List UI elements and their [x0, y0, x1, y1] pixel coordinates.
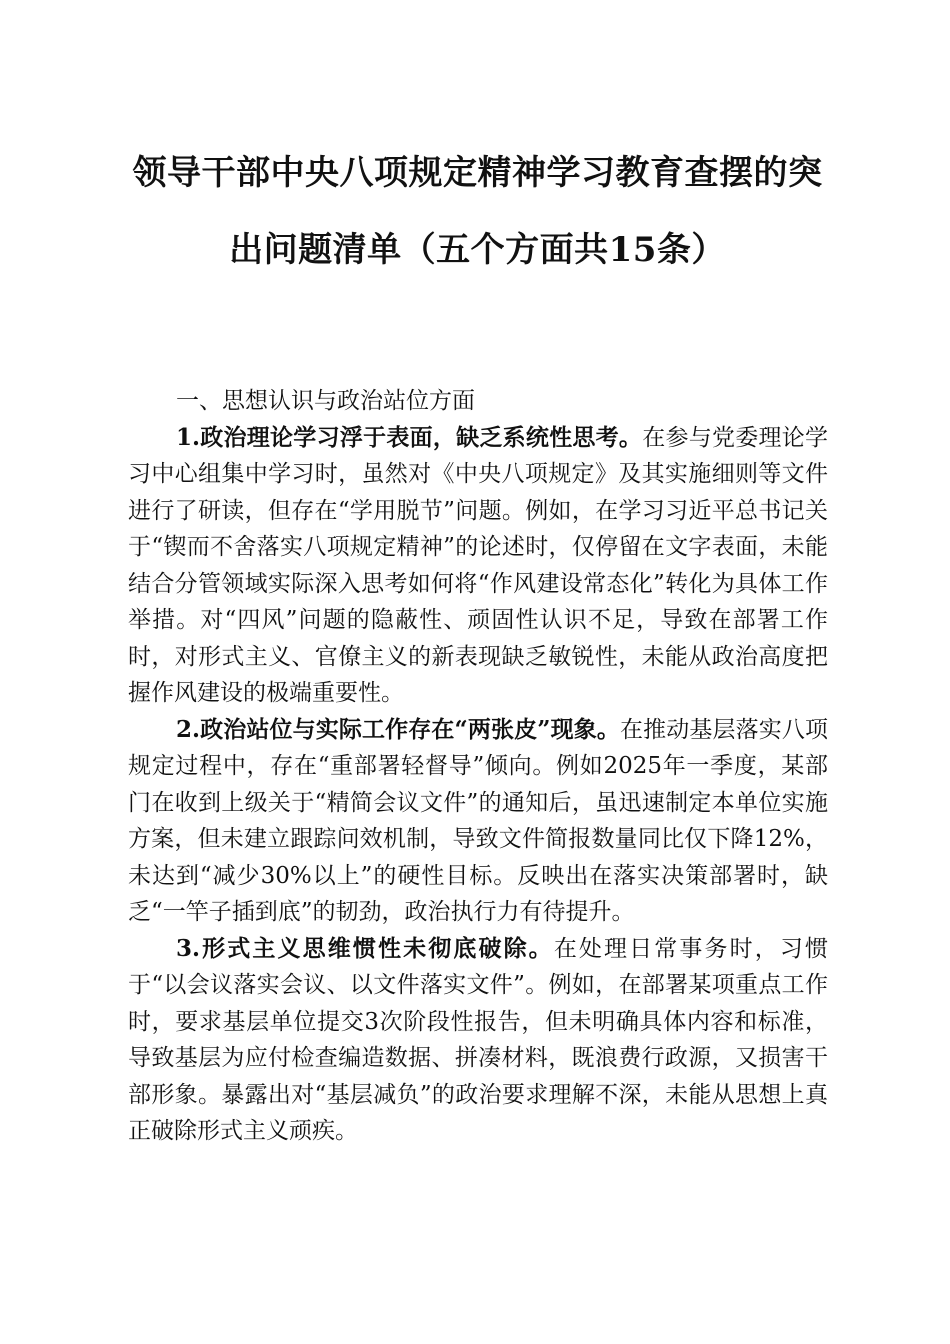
title-line-2: 出问题清单（五个方面共15条）: [229, 230, 726, 270]
item-text: 在推动基层落实八项规定过程中，存在“重部署轻督导”倾向。例如2025年一季度，某部门在收到上级关于“精简会议文件”的通知后，虽迅速制定本单位实施方案，但未建立跟踪问效机制，导致文件简报数量同比仅下降12%，未达到“减少30%以上”的硬性目标。反映出在落实决策部署时，缺乏“一竿子插到底”的韧劲，政治执行力有待提升。: [128, 716, 828, 925]
document-body: [128, 383, 828, 1150]
item-text: 在处理日常事务时，习惯于“以会议落实会议、以文件落实文件”。例如，在部署某项重点工作时，要求基层单位提交3次阶段性报告，但未明确具体内容和标准，导致基层为应付检查编造数据、拼凑材料，既浪费行政源，又损害干部形象。暴露出对“基层减负”的政治要求理解不深，未能从思想上真正破除形式主义顽疾。: [128, 935, 829, 1144]
item-lead: 3.形式主义思维惯性未彻底破除。: [176, 934, 554, 962]
list-item: [128, 420, 828, 712]
item-text: 在参与党委理论学习中心组集中学习时，虽然对《中央八项规定》及其实施细则等文件进行了研读，但存在“学用脱节”问题。例如，在学习习近平总书记关于“锲而不舍落实八项规定精神”的论述时，仅停留在文字表面，未能结合分管领域实际深入思考如何将“作风建设常态化”转化为具体工作举措。对“四风”问题的隐蔽性、顽固性认识不足，导致在部署工作时，对形式主义、官僚主义的新表现缺乏敏锐性，未能从政治高度把握作风建设的极端重要性。: [128, 424, 828, 706]
section-heading: 一、思想认识与政治站位方面: [176, 388, 475, 414]
list-item: [128, 931, 828, 1150]
item-lead: 2.政治站位与实际工作存在“两张皮”现象。: [176, 715, 620, 743]
document-title: [120, 135, 835, 289]
title-line-1: 领导干部中央八项规定精神学习教育查摆的突: [132, 153, 823, 193]
item-lead: 1.政治理论学习浮于表面，缺乏系统性思考。: [176, 423, 643, 451]
list-item: [128, 712, 828, 931]
